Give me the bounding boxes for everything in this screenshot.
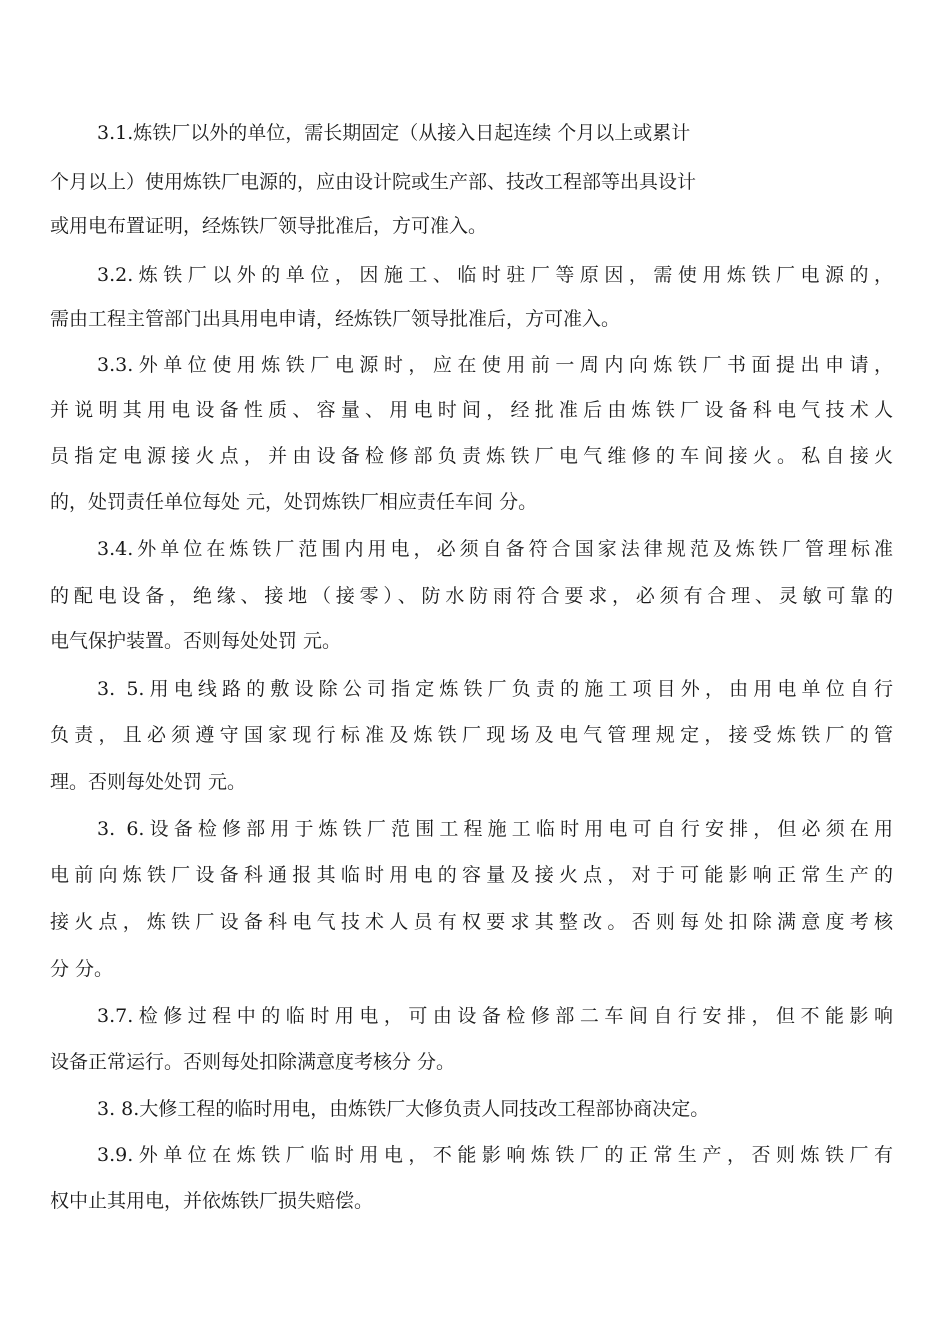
clause-3-3-line-4: 的，处罚责任单位每处 元，处罚炼铁厂相应责任车间 分。: [50, 491, 538, 513]
clause-3-1-line-1: 3.1.炼铁厂以外的单位，需长期固定（从接入日起连续 个月以上或累计: [97, 122, 691, 144]
clause-3-9-line-2: 权中止其用电，并依炼铁厂损失赔偿。: [50, 1190, 374, 1212]
clause-3-2-line-1: 3.2.炼铁厂以外的单位，因施工、临时驻厂等原因，需使用炼铁厂电源的，: [97, 264, 893, 286]
clause-3-5-line-3: 理。否则每处处罚 元。: [50, 771, 247, 793]
clause-3-7-line-2: 设备正常运行。否则每处扣除满意度考核分 分。: [50, 1051, 456, 1073]
clause-3-8-line-1: 3. 8.大修工程的临时用电，由炼铁厂大修负责人同技改工程部协商决定。: [97, 1098, 710, 1120]
clause-3-5-line-1: 3. 5.用电线路的敷设除公司指定炼铁厂负责的施工项目外，由用电单位自行: [97, 678, 893, 700]
clause-3-6-line-4: 分 分。: [50, 958, 114, 980]
clause-3-6-line-2: 电前向炼铁厂设备科通报其临时用电的容量及接火点，对于可能影响正常生产的: [50, 864, 893, 886]
clause-3-4-line-1: 3.4.外单位在炼铁厂范围内用电，必须自备符合国家法律规范及炼铁厂管理标准: [97, 538, 893, 560]
clause-3-6-line-1: 3. 6.设备检修部用于炼铁厂范围工程施工临时用电可自行安排，但必须在用: [97, 818, 893, 840]
clause-3-1-line-2: 个月以上）使用炼铁厂电源的，应由设计院或生产部、技改工程部等出具设计: [50, 171, 697, 193]
clause-3-3-line-1: 3.3.外单位使用炼铁厂电源时，应在使用前一周内向炼铁厂书面提出申请，: [97, 354, 893, 376]
clause-3-9-line-1: 3.9.外单位在炼铁厂临时用电，不能影响炼铁厂的正常生产，否则炼铁厂有: [97, 1144, 893, 1166]
clause-3-1-line-3: 或用电布置证明，经炼铁厂领导批准后，方可准入。: [50, 215, 488, 237]
clause-3-3-line-2: 并说明其用电设备性质、容量、用电时间，经批准后由炼铁厂设备科电气技术人: [50, 399, 893, 421]
clause-3-3-line-3: 员指定电源接火点，并由设备检修部负责炼铁厂电气维修的车间接火。私自接火: [50, 445, 893, 467]
clause-3-4-line-2: 的配电设备，绝缘、接地（接零）、防水防雨符合要求，必须有合理、灵敏可靠的: [50, 585, 893, 607]
clause-3-5-line-2: 负责，且必须遵守国家现行标准及炼铁厂现场及电气管理规定，接受炼铁厂的管: [50, 724, 893, 746]
clause-3-2-line-2: 需由工程主管部门出具用电申请，经炼铁厂领导批准后，方可准入。: [50, 308, 621, 330]
clause-3-7-line-1: 3.7.检修过程中的临时用电，可由设备检修部二车间自行安排，但不能影响: [97, 1005, 893, 1027]
clause-3-6-line-3: 接火点，炼铁厂设备科电气技术人员有权要求其整改。否则每处扣除满意度考核: [50, 911, 893, 933]
clause-3-4-line-3: 电气保护装置。否则每处处罚 元。: [50, 630, 342, 652]
